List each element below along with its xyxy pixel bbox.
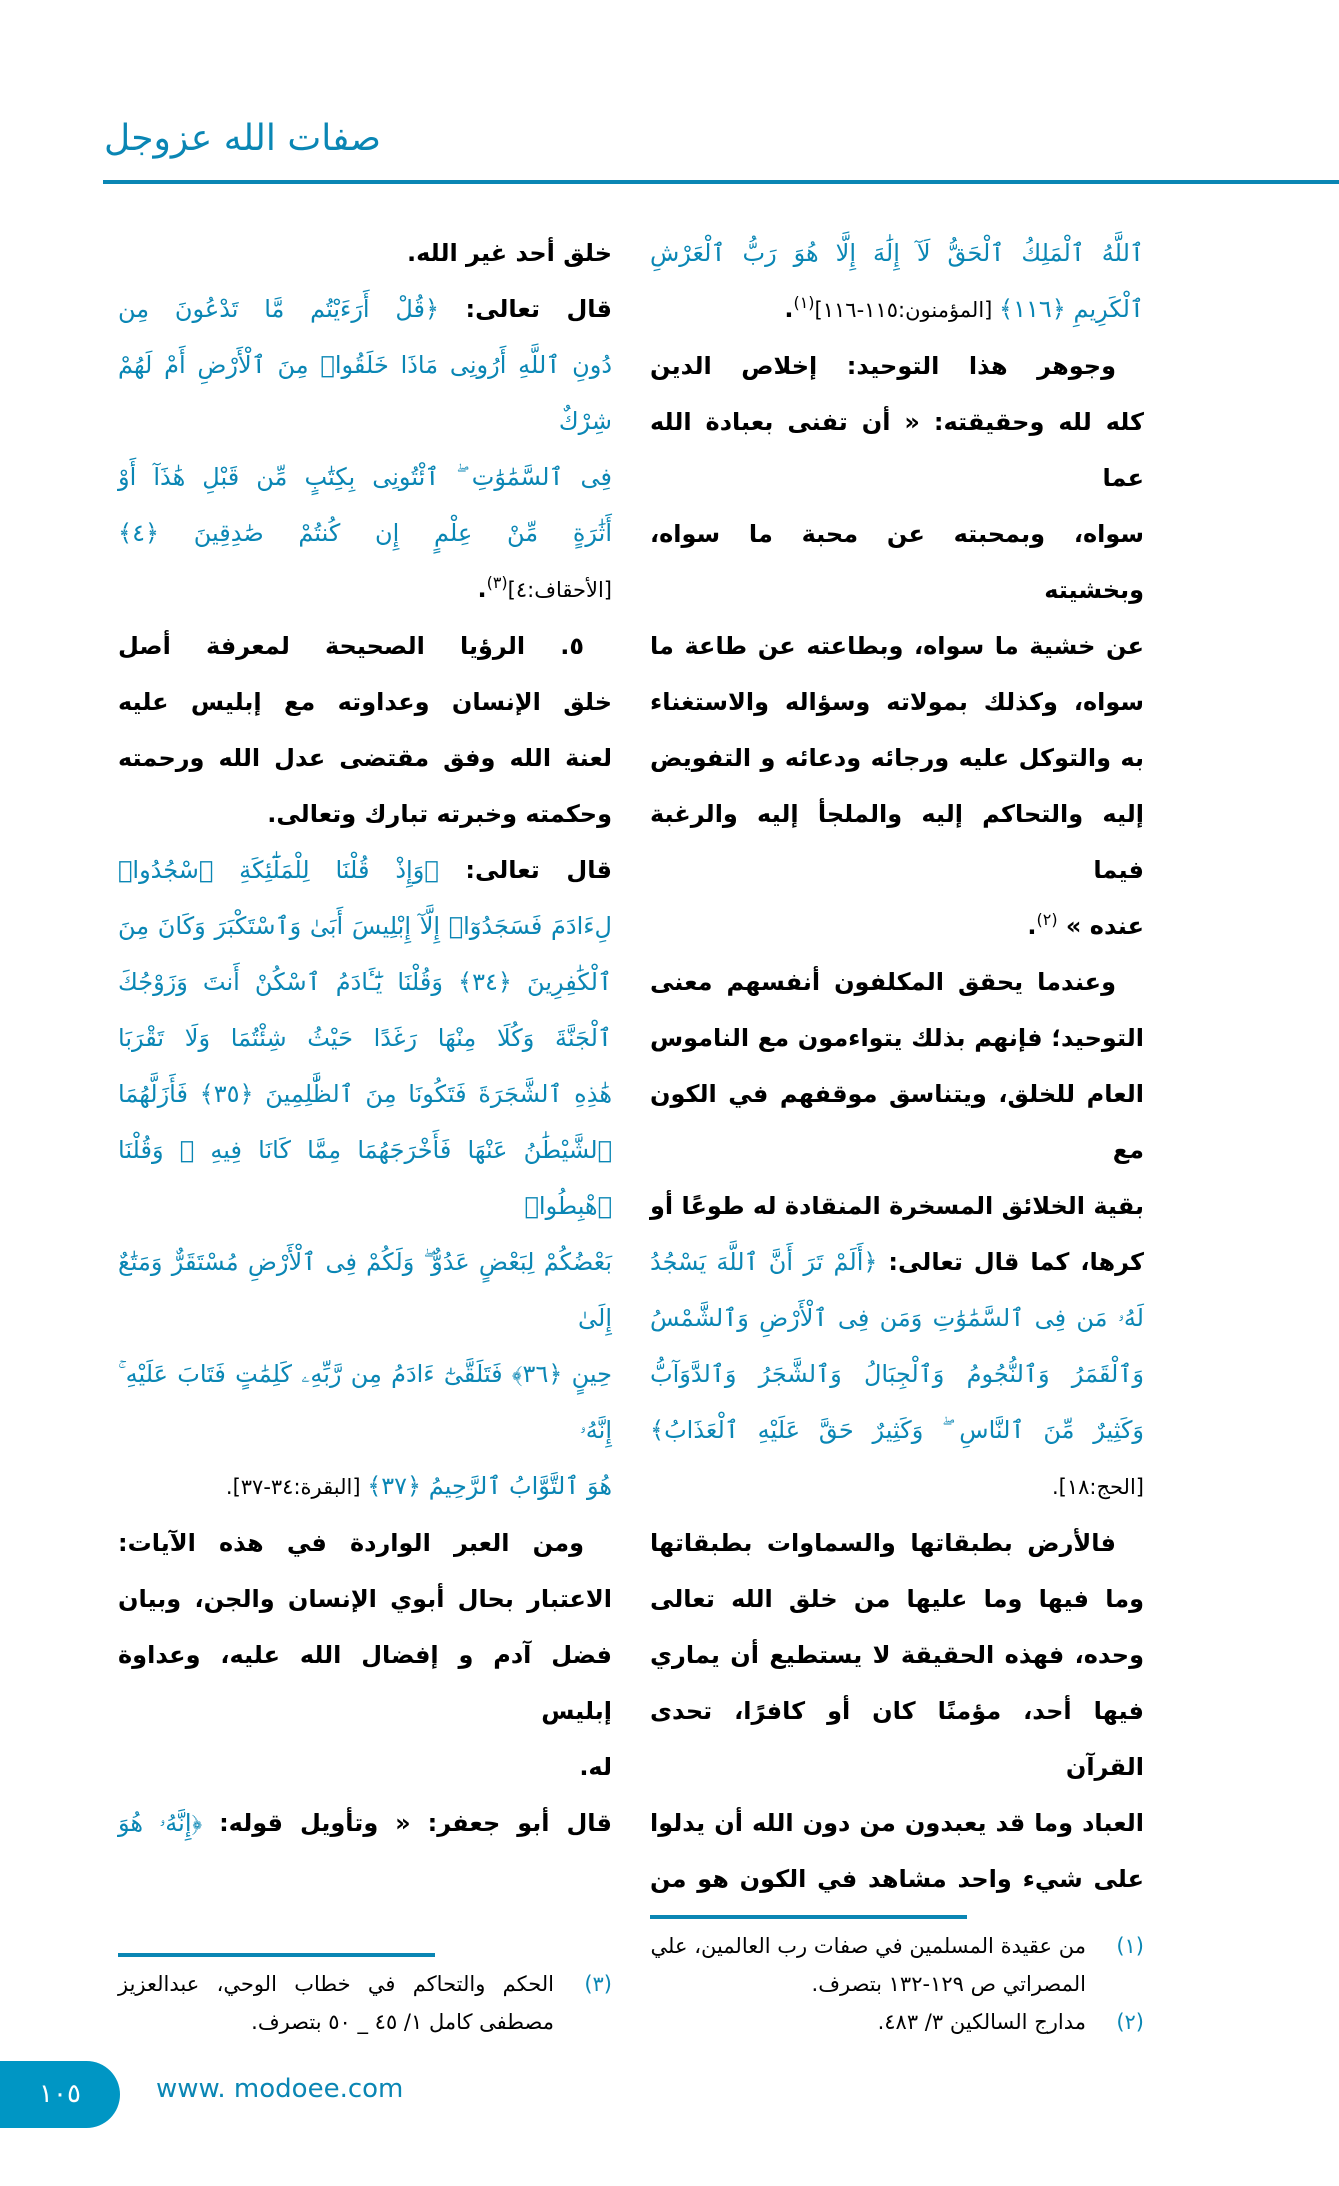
- footnote-text: مدارج السالكين ٣/ ٤٨٣.: [877, 2010, 1086, 2034]
- verse-reference: [الحج:١٨].: [1051, 1475, 1144, 1499]
- quran-verse-text: بَعْضُكُمْ لِبَعْضٍ عَدُوٌّ ۖ وَلَكُمْ فِى ٱلْأَرْضِ مُسْتَقَرٌّ وَمَتَٰعٌ إِلَىٰ: [118, 1248, 612, 1332]
- text-line: [650, 394, 1144, 506]
- body-text: ومن العبر الواردة في هذه الآيات:: [118, 1529, 584, 1557]
- body-text: فضل آدم و إفضال الله عليه، وعداوة إبليس: [118, 1641, 612, 1725]
- quran-verse-text: فِى ٱلسَّمَٰوَٰتِ ۖ ٱئْتُونِى بِكِتَٰبٍ مِّن قَبْلِ هَٰذَآ أَوْ: [118, 463, 612, 491]
- body-text: خلق الإنسان وعداوته مع إبليس عليه: [118, 688, 612, 716]
- left-text-column: [118, 225, 612, 2041]
- text-line: [118, 337, 612, 449]
- text-line: [118, 1010, 612, 1066]
- quran-verse-text: وَكَثِيرٌ مِّنَ ٱلنَّاسِ ۖ وَكَثِيرٌ حَقَّ عَلَيْهِ ٱلْعَذَابُ﴾: [650, 1416, 1144, 1444]
- quran-verse-text: ٱلْكَرِيمِ ﴿١١٦﴾: [999, 295, 1144, 323]
- quran-verse-text: ٱلشَّيْطَٰنُ عَنْهَا فَأَخْرَجَهُمَا مِمَّا كَانَا فِيهِ ۖ وَقُلْنَا ٱهْبِطُوا۟: [118, 1136, 612, 1220]
- body-text: لعنة الله وفق مقتضى عدل الله ورحمته: [118, 744, 612, 772]
- text-line: [118, 1122, 612, 1234]
- text-line: [650, 618, 1144, 674]
- text-line: [650, 225, 1144, 281]
- text-line: [118, 1739, 612, 1795]
- quran-verse-text: أَثَٰرَةٍ مِّنْ عِلْمٍ إِن كُنتُمْ صَٰدِقِينَ ﴿٤﴾: [118, 519, 612, 547]
- body-text: له.: [579, 1753, 612, 1781]
- text-line: [650, 1515, 1144, 1571]
- text-line: [118, 730, 612, 786]
- column-spacer: [118, 1851, 612, 1953]
- body-text: .: [1027, 912, 1037, 940]
- quran-verse-text: ٱلْكَٰفِرِينَ ﴿٣٤﴾ وَقُلْنَا يَٰٓـَٔادَمُ ٱسْكُنْ أَنتَ وَزَوْجُكَ: [118, 968, 613, 996]
- quran-verse-text: لِءَادَمَ فَسَجَدُوٓا۟ إِلَّآ إِبْلِيسَ أَبَىٰ وَٱسْتَكْبَرَ وَكَانَ مِنَ: [118, 912, 612, 940]
- left-footnotes: [118, 1965, 612, 2041]
- body-text: وعندما يحقق المكلفون أنفسهم معنى: [650, 968, 1116, 996]
- body-text: فيها أحد، مؤمنًا كان أو كافرًا، تحدى القرآن: [650, 1697, 1144, 1781]
- text-line: [650, 1178, 1144, 1234]
- quran-verse-text: ﴿إِنَّهُۥ هُوَ: [118, 1809, 203, 1837]
- text-line: [650, 1346, 1144, 1402]
- body-text: العام للخلق، ويتناسق موقفهم في الكون مع: [650, 1080, 1144, 1164]
- body-text: قال تعالى:: [438, 856, 612, 884]
- verse-reference: [الأحقاف:٤]: [507, 578, 612, 602]
- text-line: [650, 786, 1144, 898]
- footnote-number: (٣): [584, 1972, 612, 1996]
- body-text: وحده، فهذه الحقيقة لا يستطيع أن يماري: [650, 1641, 1144, 1669]
- text-line: [650, 1234, 1144, 1290]
- footnote-text: الحكم والتحاكم في خطاب الوحي، عبدالعزيز مصطفى كامل ١/ ٤٥ _ ٥٠ بتصرف.: [118, 1972, 554, 2034]
- verse-reference: [المؤمنون:١١٥-١١٦]: [814, 298, 1000, 322]
- footnote: [118, 1965, 612, 2041]
- text-line: [650, 954, 1144, 1010]
- body-text: وحكمته وخبرته تبارك وتعالى.: [267, 800, 612, 828]
- footnote-separator-left: [118, 1953, 435, 1957]
- right-footnotes: [650, 1927, 1144, 2041]
- quran-verse-text: ﴿قُلْ أَرَءَيْتُم مَّا تَدْعُونَ مِن: [118, 295, 440, 323]
- page-footer: [0, 2061, 1339, 2128]
- footnote-marker: (٣): [486, 573, 508, 592]
- text-line: [650, 898, 1144, 954]
- text-line: [118, 281, 612, 337]
- body-text: بقية الخلائق المسخرة المنقادة له طوعًا أو: [650, 1192, 1144, 1220]
- text-line: [650, 674, 1144, 730]
- text-line: [118, 449, 612, 505]
- body-text: وجوهر هذا التوحيد: إخلاص الدين: [650, 352, 1116, 380]
- body-text: على شيء واحد مشاهد في الكون هو من: [650, 1865, 1144, 1893]
- verse-reference: [البقرة:٣٤-٣٧].: [225, 1475, 368, 1499]
- text-line: [650, 1683, 1144, 1795]
- body-text: عن خشية ما سواه، وبطاعته عن طاعة ما: [650, 632, 1144, 660]
- quran-verse-text: هَٰذِهِ ٱلشَّجَرَةَ فَتَكُونَا مِنَ ٱلظَّٰلِمِينَ ﴿٣٥﴾ فَأَزَلَّهُمَا: [118, 1080, 612, 1108]
- quran-verse-text: ٱللَّهُ ٱلْمَلِكُ ٱلْحَقُّ لَآ إِلَٰهَ إِلَّا هُوَ رَبُّ ٱلْعَرْشِ: [650, 239, 1144, 267]
- quran-verse-text: دُونِ ٱللَّهِ أَرُونِى مَاذَا خَلَقُوا۟ مِنَ ٱلْأَرْضِ أَمْ لَهُمْ شِرْكٌ: [118, 351, 612, 435]
- text-line: [118, 1234, 612, 1346]
- quran-verse-text: ﴿وَإِذْ قُلْنَا لِلْمَلَٰٓئِكَةِ ٱسْجُدُوا۟: [118, 856, 439, 884]
- body-text: كرها، كما قال تعالى:: [877, 1248, 1144, 1276]
- running-header-title: صفات الله عزوجل: [104, 118, 381, 159]
- text-line: [118, 1346, 612, 1458]
- body-text: خلق أحد غير الله.: [406, 239, 612, 267]
- footnote-marker: (٢): [1036, 910, 1058, 929]
- footnote: [650, 2003, 1144, 2041]
- text-line: [118, 898, 612, 954]
- body-text: قال تعالى:: [439, 295, 612, 323]
- website-link[interactable]: www. modoee.com: [156, 2074, 404, 2104]
- body-text: العباد وما قد يعبدون من دون الله أن يدلوا: [650, 1809, 1144, 1837]
- text-line: [650, 506, 1144, 618]
- body-text: قال أبو جعفر: « وتأويل قوله:: [202, 1809, 612, 1837]
- text-line: [650, 338, 1144, 394]
- column-spacer: [650, 1907, 1144, 1915]
- body-text: فالأرض بطبقاتها والسماوات بطبقاتها: [650, 1529, 1116, 1557]
- quran-verse-text: هُوَ ٱلتَّوَّابُ ٱلرَّحِيمُ ﴿٣٧﴾: [367, 1472, 612, 1500]
- footnote-number: (٢): [1116, 2010, 1144, 2034]
- page-number-badge: ١٠٥: [0, 2061, 120, 2128]
- text-line: [650, 1458, 1144, 1515]
- body-text: به والتوكل عليه ورجائه ودعائه و التفويض: [650, 744, 1144, 772]
- text-line: [650, 1627, 1144, 1683]
- text-line: [118, 225, 612, 281]
- footnote-marker: (١): [793, 293, 815, 312]
- text-line: [650, 1290, 1144, 1346]
- text-line: [118, 1571, 612, 1627]
- body-text: سواه، وكذلك بمولاته وسؤاله والاستغناء: [650, 688, 1144, 716]
- footnote-text: من عقيدة المسلمين في صفات رب العالمين، علي المصراتي ص ١٢٩-١٣٢ بتصرف.: [650, 1934, 1086, 1996]
- quran-verse-text: ٱلْجَنَّةَ وَكُلَا مِنْهَا رَغَدًا حَيْثُ شِئْتُمَا وَلَا تَقْرَبَا: [118, 1024, 612, 1052]
- text-line: [118, 954, 612, 1010]
- text-line: [650, 1402, 1144, 1458]
- body-text: كله لله وحقيقته: « أن تفنى بعبادة الله عما: [650, 408, 1144, 492]
- body-text: .: [784, 295, 794, 323]
- footnote-number: (١): [1116, 1934, 1144, 1958]
- body-text: عنده »: [1057, 912, 1144, 940]
- left-column-lines: [118, 225, 612, 1851]
- text-line: [118, 1515, 612, 1571]
- text-line: [650, 1851, 1144, 1907]
- body-text: سواه، وبمحبته عن محبة ما سواه، وبخشيته: [650, 520, 1144, 604]
- text-line: [118, 618, 612, 674]
- text-line: [118, 1795, 612, 1851]
- quran-verse-text: وَٱلْقَمَرُ وَٱلنُّجُومُ وَٱلْجِبَالُ وَٱلشَّجَرُ وَٱلدَّوَآبُّ: [650, 1360, 1144, 1388]
- text-line: [650, 1010, 1144, 1066]
- quran-verse-text: ﴿أَلَمْ تَرَ أَنَّ ٱللَّهَ يَسْجُدُ: [650, 1248, 878, 1276]
- quran-verse-text: حِينٍ ﴿٣٦﴾ فَتَلَقَّىٰٓ ءَادَمُ مِن رَّبِّهِۦ كَلِمَٰتٍ فَتَابَ عَلَيْهِ ۚ إِنَّهُۥ: [118, 1360, 612, 1444]
- body-text: إليه والتحاكم إليه والملجأ إليه والرغبة فيما: [650, 800, 1144, 884]
- body-text: الاعتبار بحال أبوي الإنسان والجن، وبيان: [118, 1585, 612, 1613]
- text-line: [650, 1066, 1144, 1178]
- body-text: وما فيها وما عليها من خلق الله تعالى: [650, 1585, 1144, 1613]
- right-text-column: [650, 225, 1144, 2041]
- footnote: [650, 1927, 1144, 2003]
- text-line: [118, 674, 612, 730]
- body-text: التوحيد؛ فإنهم بذلك يتواءمون مع الناموس: [650, 1024, 1144, 1052]
- text-line: [650, 281, 1144, 338]
- text-line: [118, 561, 612, 618]
- footnote-separator-right: [650, 1915, 967, 1919]
- page-body: [118, 0, 1144, 2041]
- text-line: [118, 1627, 612, 1739]
- text-line: [650, 730, 1144, 786]
- text-line: [118, 842, 612, 898]
- quran-verse-text: لَهُۥ مَن فِى ٱلسَّمَٰوَٰتِ وَمَن فِى ٱلْأَرْضِ وَٱلشَّمْسُ: [650, 1304, 1144, 1332]
- text-line: [118, 1066, 612, 1122]
- text-line: [650, 1571, 1144, 1627]
- text-line: [118, 1458, 612, 1515]
- text-line: [118, 505, 612, 561]
- text-line: [118, 786, 612, 842]
- body-text: ٥. الرؤيا الصحيحة لمعرفة أصل: [118, 632, 584, 660]
- right-column-lines: [650, 225, 1144, 1907]
- body-text: .: [477, 575, 487, 603]
- text-line: [650, 1795, 1144, 1851]
